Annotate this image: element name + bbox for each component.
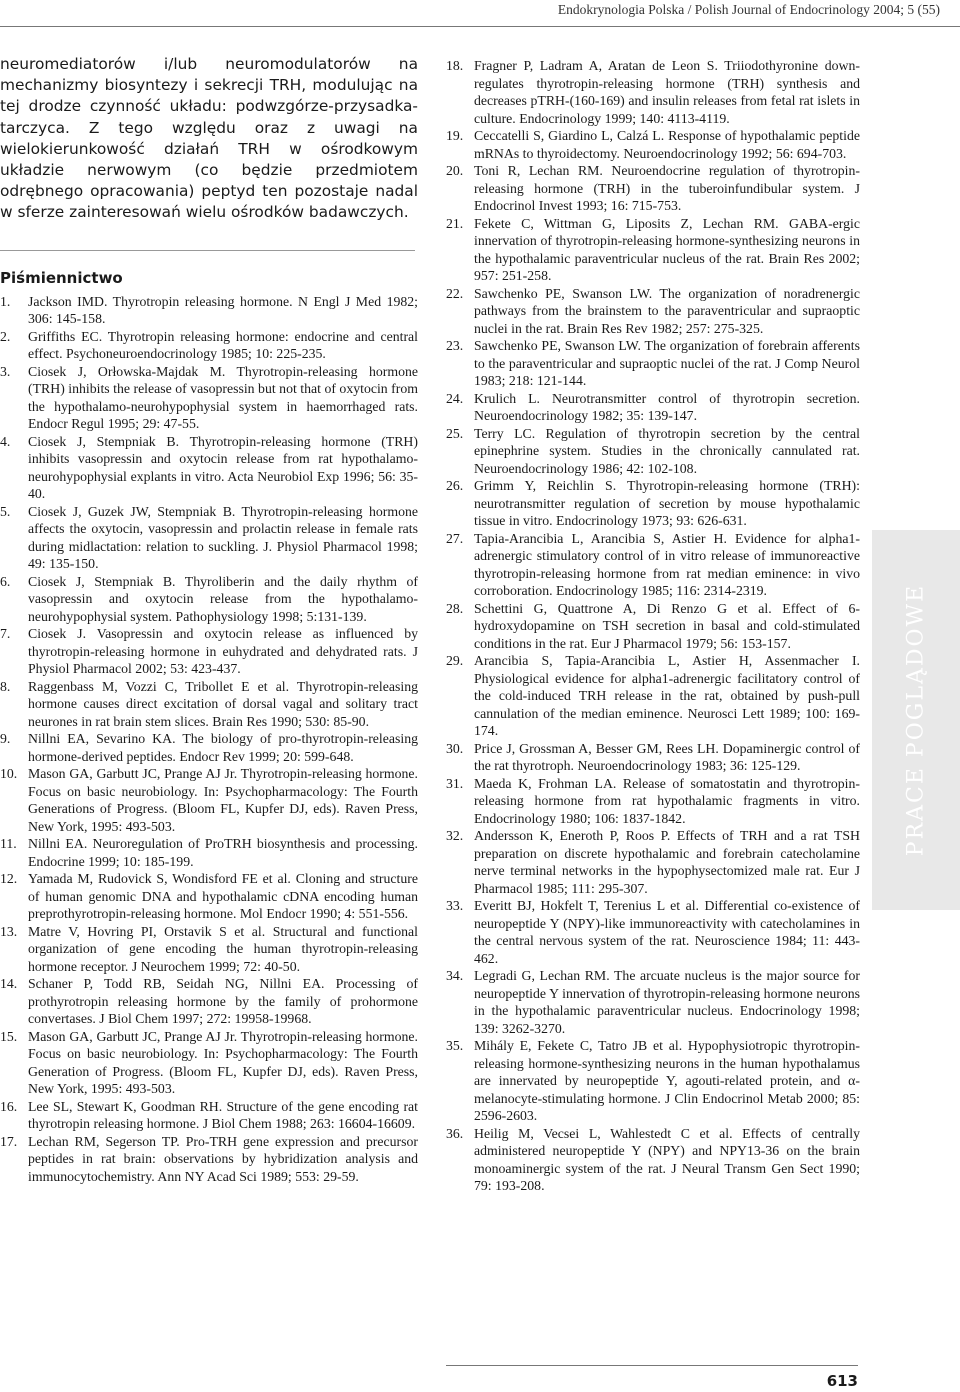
reference-number: 30.: [446, 740, 464, 756]
reference-text: Tapia-Arancibia L, Arancibia S, Astier H. Evidence for alpha1-adrenergic stimulatory control of in vitro release of immunoreactive thyrotropin-releasing hormone from rat median eminence: in vivo corroboration. Endocrinology 1985; 116: 2314-2319.: [474, 530, 860, 598]
reference-item: [446, 1037, 860, 1125]
reference-item: [0, 678, 418, 731]
reference-number: 11.: [0, 836, 17, 852]
reference-item: [446, 425, 860, 478]
reference-item: [0, 328, 418, 363]
reference-text: Ciosek J, Orłowska-Majdak M. Thyrotropin-releasing hormone (TRH) inhibits the release of vasopressin but not that of oxytocin from the hypothalamo-neurohypophysial system in haemorrhaged rats. Endocr Regul 1995; 29: 47-55.: [28, 363, 418, 432]
journal-header: Endokrynologia Polska / Polish Journal of Endocrinology 2004; 5 (55): [557, 2, 940, 17]
reference-number: 13.: [0, 923, 18, 939]
reference-item: [446, 530, 860, 600]
reference-number: 2.: [0, 328, 11, 344]
reference-item: [0, 363, 418, 433]
reference-number: 4.: [0, 433, 11, 449]
reference-item: [446, 740, 860, 775]
reference-text: Lee SL, Stewart K, Goodman RH. Structure of the gene encoding rat thyrotropin releasing hormone. J Biol Chem 1988; 263: 16604-16609.: [28, 1098, 418, 1132]
reference-number: 36.: [446, 1125, 464, 1141]
section-sidebar-tab: [872, 530, 960, 910]
reference-text: Ciosek J, Guzek JW, Stempniak B. Thyrotropin-releasing hormone affects the oxytocin, vasopressin and prolactin release in female rats during midlactation: relation to suckling. J. Physiol Pharmacol 1998; 49: 135-150.: [28, 503, 418, 572]
reference-text: Schaner P, Todd RB, Seidah NG, Nillni EA. Processing of prothyrotropin releasing hormone by the family of prohormone convertases. J Biol Chem 1997; 272: 19958-19968.: [28, 976, 418, 1027]
reference-number: 7.: [0, 626, 11, 642]
reference-item: [446, 1125, 860, 1195]
reference-item: [446, 337, 860, 390]
reference-text: Lechan RM, Segerson TP. Pro-TRH gene expression and precursor peptides in rat brain: observations by hybridization analysis and immunocytochemistry. Ann NY Acad Sci 1989; 553: 29-59.: [28, 1133, 418, 1184]
reference-number: 19.: [446, 128, 464, 143]
reference-number: 10.: [0, 766, 18, 782]
reference-item: [0, 835, 418, 870]
reference-item: [446, 285, 860, 338]
reference-item: [446, 57, 860, 127]
reference-item: [446, 827, 860, 897]
reference-text: Fekete C, Wittman G, Liposits Z, Lechan RM. GABA-ergic innervation of thyrotropin-releasing hormone-synthesizing neurons in the hypothalamic paraventricular nucleus of the rat. Brain Res 2002; 957: 251-258.: [474, 215, 860, 283]
reference-item: [446, 775, 860, 828]
reference-number: 27.: [446, 530, 464, 546]
reference-item: [446, 215, 860, 285]
reference-text: Fragner P, Ladram A, Aratan de Leon S. Triiodothyronine down-regulates thyrotropin-releasing hormone (TRH) synthesis and decreases pTRH-(160-169) and insulin releases from fetal rat islets in culture. Endocrinology 1999; 140: 4113-4119.: [474, 58, 860, 126]
reference-number: 32.: [446, 828, 464, 843]
reference-number: 26.: [446, 478, 464, 493]
reference-number: 5.: [0, 503, 11, 519]
reference-text: Andersson K, Eneroth P, Roos P. Effects of TRH and a rat TSH preparation on discrete hypothalamic and forebrain catecholamine nerve terminal networks in the hypophysectomized male rat. Eur J Pharmacol 1985; 111: 295-307.: [474, 828, 860, 896]
reference-item: [0, 503, 418, 573]
reference-number: 29.: [446, 653, 464, 668]
reference-text: Ciosek J. Vasopressin and oxytocin release as influenced by thyrotropin-releasing hormone in euhydrated and dehydrated rats. J Physiol Pharmacol 2002; 53: 423-437.: [28, 626, 418, 677]
reference-number: 25.: [446, 425, 464, 441]
reference-item: [0, 1098, 418, 1133]
reference-number: 33.: [446, 898, 464, 913]
reference-number: 3.: [0, 363, 11, 379]
reference-text: Sawchenko PE, Swanson LW. The organization of noradrenergic pathways from the brainstem to the paraventricular and supraoptic nuclei in the rat. Brain Res Rev 1982; 257: 275-325.: [474, 285, 860, 336]
reference-number: 21.: [446, 215, 464, 231]
reference-number: 35.: [446, 1038, 464, 1053]
reference-text: Nillni EA. Neuroregulation of ProTRH biosynthesis and processing. Endocrine 1999; 10: 185-199.: [28, 836, 418, 869]
reference-text: Yamada M, Rudovick S, Wondisford FE et al. Cloning and structure of human genomic DNA and hypothalamic cDNA encoding human preprothyrotropin-releasing hormone. Mol Endocr 1990; 4: 551-556.: [28, 871, 418, 922]
reference-text: Toni R, Lechan RM. Neuroendocrine regulation of thyrotropin-releasing hormone (TRH) in the tuberoinfundibular system. J Endocrinol Invest 1993; 16: 715-753.: [474, 163, 860, 213]
reference-text: Mason GA, Garbutt JC, Prange AJ Jr. Thyrotropin-releasing hormone. Focus on basic neurobiology. In: Psychopharmacology: The Fourth Generations of Progress. (Bloom FL, Kupfer DJ, eds). Raven Press, New York, 1995: 493-503.: [28, 766, 418, 834]
reference-item: [0, 765, 418, 835]
reference-number: 31.: [446, 775, 464, 791]
section-divider: [0, 250, 415, 251]
header-divider: [0, 26, 960, 27]
reference-item: [446, 162, 860, 215]
reference-text: Krulich L. Neurotransmitter control of thyrotropin secretion. Neuroendocrinology 1982; 35: 139-147.: [474, 390, 860, 423]
reference-number: 24.: [446, 390, 464, 406]
reference-item: [0, 975, 418, 1028]
reference-item: [0, 923, 418, 976]
right-column: [446, 57, 860, 1195]
reference-number: 20.: [446, 163, 464, 178]
reference-number: 9.: [0, 731, 11, 747]
reference-item: [446, 600, 860, 653]
reference-list-left: [0, 293, 418, 1186]
footer-divider: [446, 1365, 858, 1366]
reference-list-right: [446, 57, 860, 1195]
reference-item: [446, 127, 860, 162]
reference-number: 8.: [0, 678, 11, 694]
reference-item: [446, 652, 860, 740]
left-column: [0, 54, 418, 1185]
reference-item: [0, 625, 418, 678]
reference-item: [0, 730, 418, 765]
reference-item: [0, 1028, 418, 1098]
reference-item: [446, 897, 860, 967]
reference-text: Terry LC. Regulation of thyrotropin secretion by the central epinephrine system. Studies in the chronically cannulated rat. Neuroendocrinology 1986; 42: 102-108.: [474, 425, 860, 476]
reference-number: 1.: [0, 293, 11, 309]
reference-text: Grimm Y, Reichlin S. Thyrotropin-releasing hormone (TRH): neurotransmitter regulation of secretion by mouse hypothalamic tissue in vitro. Endocrinology 1973; 93: 626-631.: [474, 478, 860, 528]
reference-number: 16.: [0, 1098, 18, 1114]
reference-number: 28.: [446, 600, 464, 616]
reference-text: Schettini G, Quattrone A, Di Renzo G et al. Effect of 6-hydroxydopamine on TSH secretion in basal and cold-stimulated conditions in the rat. Eur J Pharmacol 1979; 56: 153-157.: [474, 600, 860, 651]
reference-item: [0, 870, 418, 923]
reference-text: Matre V, Hovring PI, Orstavik S et al. Structural and functional organization of gene encoding the human thyrotropin-releasing hormone receptor. J Neurochem 1999; 72: 40-50.: [28, 923, 418, 974]
section-title: Piśmiennictwo: [0, 268, 123, 287]
reference-text: Heilig M, Vecsei L, Wahlestedt C et al. Effects of centrally administered neuropeptide Y (NPY) and NPY13-36 on the brain monoaminergic system of the rat. J Neural Transm Gen Sect 1990; 79: 193-208.: [474, 1125, 860, 1193]
reference-text: Griffiths EC. Thyrotropin releasing hormone: endocrine and central effect. Psychoneuroendocrinology 1985; 10: 225-235.: [28, 328, 418, 362]
reference-text: Raggenbass M, Vozzi C, Tribollet E et al. Thyrotropin-releasing hormone causes direct excitation of dorsal vagal and solitary tract neurones in rat brain stem slices. Brain Res 1990; 530: 85-90.: [28, 678, 418, 729]
reference-number: 14.: [0, 976, 18, 992]
reference-text: Price J, Grossman A, Besser GM, Rees LH. Dopaminergic control of the rat thyrotroph. Neuroendocrinology 1983; 36: 125-129.: [474, 740, 860, 773]
reference-text: Legradi G, Lechan RM. The arcuate nucleus is the major source for neuropeptide Y innervation of thyrotropin-releasing hormone neurons in the hypothalamic paraventricular nucleus. Endocrinology 1998; 139: 3262-3270.: [474, 968, 860, 1036]
reference-text: Ciosek J, Stempniak B. Thyroliberin and the daily rhythm of vasopressin and oxytocin release from the hypothalamo-neurohypophysial system. Pathophysiology 1998; 5:131-139.: [28, 573, 418, 624]
reference-item: [0, 573, 418, 626]
reference-number: 23.: [446, 338, 464, 353]
reference-item: [0, 1133, 418, 1186]
reference-text: Ceccatelli S, Giardino L, Calzá L. Response of hypothalamic peptide mRNAs to thyroidectomy. Neuroendocrinology 1992; 56: 694-703.: [474, 128, 860, 161]
reference-item: [0, 433, 418, 503]
reference-text: Arancibia S, Tapia-Arancibia L, Astier H, Assenmacher I. Physiological evidence for alpha1-adrenergic facilitatory control of the cold-induced TRH release in the rat, obtained by push-pull cannulation of the median eminence. Neurosci Lett 1989; 100: 169-174.: [474, 653, 860, 738]
reference-number: 6.: [0, 573, 11, 589]
reference-text: Nillni EA, Sevarino KA. The biology of pro-thyrotropin-releasing hormone-derived peptides. Endocr Rev 1999; 20: 599-648.: [28, 731, 418, 764]
intro-paragraph: neuromediatorów i/lub neuromodulatorów na mechanizmy biosyntezy i sekrecji TRH, modulując na tej drodze czynność układu: podwzgórze-przysadka-tarczyca. Z tego względu oraz z uwagi na wielokierunkowość działań TRH w ośrodkowym układzie nerwowym (co będzie przedmiotem odrębnego opracowania) peptyd ten pozostaje nadal w sferze zainteresowań wielu ośrodków badawczych.: [0, 55, 418, 222]
reference-text: Sawchenko PE, Swanson LW. The organization of forebrain afferents to the paraventricular and supraoptic nuclei of the rat. J Comp Neurol 1983; 218: 121-144.: [474, 338, 860, 388]
reference-item: [446, 967, 860, 1037]
page-number: 613: [826, 1372, 858, 1390]
reference-text: Maeda K, Frohman LA. Release of somatostatin and thyrotropin-releasing hormone from rat hypothalamic fragments in vitro. Endocrinology 1980; 106: 1837-1842.: [474, 775, 860, 826]
reference-number: 12.: [0, 871, 18, 887]
reference-number: 34.: [446, 968, 464, 983]
reference-text: Jackson IMD. Thyrotropin releasing hormone. N Engl J Med 1982; 306: 145-158.: [28, 293, 418, 327]
reference-number: 22.: [446, 285, 464, 301]
reference-item: [446, 390, 860, 425]
reference-text: Everitt BJ, Hokfelt T, Terenius L et al. Differential co-existence of neuropeptide Y (NPY)-like immunoreactivity with catecholamines in the central nervous system of the rat. Neuroscience 1984; 11: 443-462.: [474, 898, 860, 966]
reference-number: 17.: [0, 1133, 18, 1149]
reference-number: 15.: [0, 1028, 18, 1044]
sidebar-label: PRACE POGLĄDOWE: [903, 583, 929, 857]
reference-text: Ciosek J, Stempniak B. Thyrotropin-releasing hormone (TRH) inhibits vasopressin and oxytocin release from rat hypothalamo-neurohypophysial explants in vitro. Acta Neurobiol Exp 1996; 56: 35-40.: [28, 433, 418, 502]
reference-text: Mihály E, Fekete C, Tatro JB et al. Hypophysiotropic thyrotropin-releasing hormone-synthesizing neurons in the human hypothalamus are innervated by neuropeptide Y, agouti-related protein, and α-melanocyte-stimulating hormone. J Clin Endocrinol Metab 2000; 85: 2596-2603.: [474, 1038, 860, 1123]
reference-text: Mason GA, Garbutt JC, Prange AJ Jr. Thyrotropin-releasing hormone. Focus on basic neurobiology. In: Psychopharmacology: The Fourth Generation of Progress. (Bloom FL, Kupfer DJ, eds). Raven Press, New York, 1995: 493-503.: [28, 1028, 418, 1097]
reference-number: 18.: [446, 58, 464, 73]
reference-item: [0, 293, 418, 328]
reference-item: [446, 477, 860, 530]
